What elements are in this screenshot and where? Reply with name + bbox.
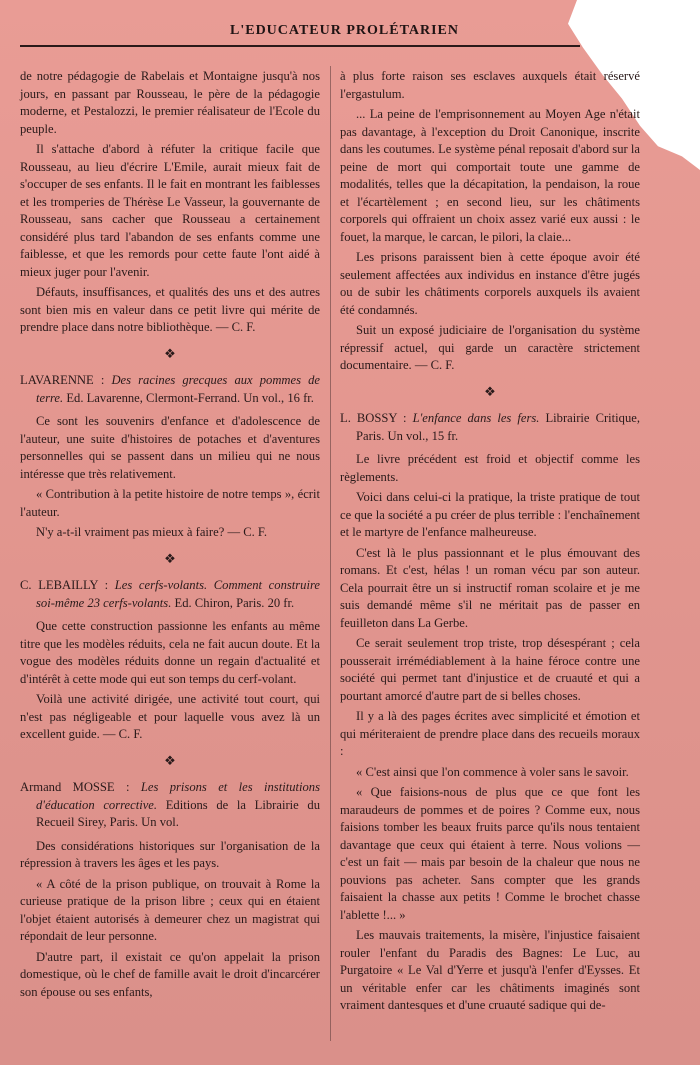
ornament-icon: ❖ xyxy=(164,752,176,768)
review-paragraph: Que cette construction passionne les enfants au même titre que les modèles réduits, cela ne fait aucun doute. Et la vogue des modèles réduits donne un regain d'actualité et d'intérêt à cette mode qui eut son temps du cerf-volant. xyxy=(20,619,320,686)
page-header xyxy=(20,22,580,48)
continuation-paragraph: à plus forte raison ses esclaves auxquels était réservé l'ergastulum. xyxy=(340,69,640,101)
review-paragraph: Des considérations historiques sur l'organisation de la répression à travers les âges et les pays. xyxy=(20,838,320,870)
review-heading-lavarenne xyxy=(20,372,320,407)
header-rule xyxy=(20,45,580,47)
review-paragraph: Le livre précédent est froid et objectif comme les règlements. xyxy=(340,452,640,484)
intro-paragraph: de notre pédagogie de Rabelais et Montaigne jusqu'à nos jours, en passant par Rousseau, le père de la pédagogie moderne, et Pestalozzi, le premier réalisateur de l'Ecole du peuple. xyxy=(20,69,320,136)
review-title: Les prisons et les institutions d'éducation corrective. xyxy=(36,780,320,812)
review-author: L. BOSSY : xyxy=(340,411,407,425)
review-paragraph: Voici dans celui-ci la pratique, la triste pratique de tout ce que la société a pu créer de plus terrible : l'enchaînement et le martyre de l'enfance malheureuse. xyxy=(340,490,640,539)
ornament-icon: ❖ xyxy=(164,345,176,361)
journal-title: L'EDUCATEUR PROLÉTARIEN xyxy=(230,23,460,38)
review-details: Ed. Lavarenne, Clermont-Ferrand. Un vol., 16 fr. xyxy=(66,390,314,405)
review-author: Armand MOSSE : xyxy=(20,780,130,794)
review-details: Librairie Critique, Paris. Un vol., 15 fr. xyxy=(356,411,640,443)
review-paragraph: « A côté de la prison publique, on trouvait à Rome la curieuse pratique de la prison libre ; ceux qui en étaient l'objet étaient autorisés à demeurer chez un magistrat qui répondait de leur personne. xyxy=(20,876,320,943)
review-title: Des racines grecques aux pommes de terre. xyxy=(36,373,321,405)
review-heading-lebailly xyxy=(20,577,320,612)
review-paragraph: « Que faisions-nous de plus que ce que font les maraudeurs de pommes et de poires ? Comme eux, nous faisions tomber les beaux fruits parce qu'ils nous tentaient davantage que ceux qui étaient à terre. Nous volions — c'est un fait — mais par besoin de la chaleur que nous ne pouvions pas acheter. Sans compter que les grands faisaient la chasse aux petits ! Comme le brochet chasse l'ablette !... » xyxy=(340,785,640,922)
review-heading-bossy xyxy=(340,410,640,445)
review-details: Editions de la Librairie du Recueil Sirey, Paris. Un vol. xyxy=(36,797,320,829)
continuation-paragraph: Les prisons paraissent bien à cette époque avoir été seulement affectées aux individus en instance d'être jugés ou de subir les châtiments corporels auxquels ils avaient été condamnés. xyxy=(340,250,640,317)
review-title: L'enfance dans les fers. xyxy=(412,411,540,425)
review-paragraph: Ce serait seulement trop triste, trop désespérant ; cela pousserait irrémédiablement à la haine féroce contre une société qui permet tant d'injustice et de cruauté et qui a pourtant amorcé d'autre part de si belles choses. xyxy=(340,636,640,703)
ornament-icon: ❖ xyxy=(484,383,496,399)
review-paragraph: Les mauvais traitements, la misère, l'injustice faisaient rouler l'enfant du Paradis des Bagnes: Le Luc, au Purgatoire « Le Val d'Yerre et jusqu'à l'enfer d'Eysses. Et un véritable enfer car les châtiments imaginés sont vraiment dantesques et d'une cruauté sadique qui de- xyxy=(340,928,640,1012)
right-column xyxy=(340,68,640,1018)
review-heading-mosse xyxy=(20,779,320,832)
review-paragraph: Il y a là des pages écrites avec simplicité et émotion et qui mériteraient de prendre place dans des recueils moraux : xyxy=(340,709,640,758)
ornament-icon: ❖ xyxy=(164,550,176,566)
continuation-paragraph: ... La peine de l'emprisonnement au Moyen Age n'était pas davantage, à l'exception du Droit Canonique, inscrite dans les coutumes. Le système pénal reposait d'abord sur la peine de mort qui comportait toute une gamme de modalités, telles que la décapitation, la pendaison, la roue et l'écartèlement ; en second lieu, sur les châtiments corporels qui offraient un choix assez varié eux aussi : le fouet, la marque, le carcan, le pilori, la claie... xyxy=(340,107,640,244)
review-details: Ed. Chiron, Paris. 20 fr. xyxy=(174,595,295,610)
review-author: C. LEBAILLY : xyxy=(20,578,109,592)
column-divider xyxy=(330,66,331,1041)
review-paragraph: D'autre part, il existait ce qu'on appelait la prison domestique, où le chef de famille avait le droit d'incarcérer son épouse ou ses enfants, xyxy=(20,949,320,999)
review-paragraph: Ce sont les souvenirs d'enfance et d'adolescence de l'auteur, une suite d'histoires de potaches et d'aventures personnelles qui se passent dans un milieu qui ne nous intéresse que très relativement. xyxy=(20,414,320,481)
continuation-paragraph: Suit un exposé judiciaire de l'organisation du système répressif actuel, qui garde un caractère strictement documentaire. — C. F. xyxy=(340,323,640,372)
intro-paragraph: Défauts, insuffisances, et qualités des uns et des autres sont bien mis en valeur dans ce petit livre qui mérite de prendre place dans notre bibliothèque. — C. F. xyxy=(20,285,320,334)
review-paragraph: C'est là le plus passionnant et le plus émouvant des romans. Et c'est, hélas ! un roman vécu par son auteur. Cela pourrait être un si instructif roman scolaire et je me suis demandé même s'il ne méritait pas de passer en feuilleton dans La Gerbe. xyxy=(340,545,640,630)
review-paragraph: Voilà une activité dirigée, une activité tout court, qui n'est pas négligeable et pour laquelle vous avez là un excellent guide. — C. F. xyxy=(20,692,320,741)
review-paragraph: « C'est ainsi que l'on commence à voler sans le savoir. xyxy=(356,764,629,779)
intro-paragraph: Il s'attache d'abord à réfuter la critique facile que Rousseau, au lieu d'écrire L'Emile, aurait mieux fait de s'occuper de ses enfants. Il le fait en montrant les faiblesses et les tromperies de Thérèse Le Vasseur, la gouvernante de Rousseau, sans cacher que Rousseau a certainement considéré plus tard l'abandon de ses enfants comme une faiblesse, et que les remords pour cette faute l'ont aidé à mieux juger pour l'avenir. xyxy=(20,142,320,279)
review-paragraph: « Contribution à la petite histoire de notre temps », écrit l'auteur. xyxy=(20,487,320,519)
left-column xyxy=(20,68,320,1004)
review-paragraph: N'y a-t-il vraiment pas mieux à faire? — C. F. xyxy=(36,525,268,539)
review-title: Les cerfs-volants. Comment construire soi-même 23 cerfs-volants. xyxy=(36,578,320,610)
review-author: LAVARENNE : xyxy=(20,373,105,387)
